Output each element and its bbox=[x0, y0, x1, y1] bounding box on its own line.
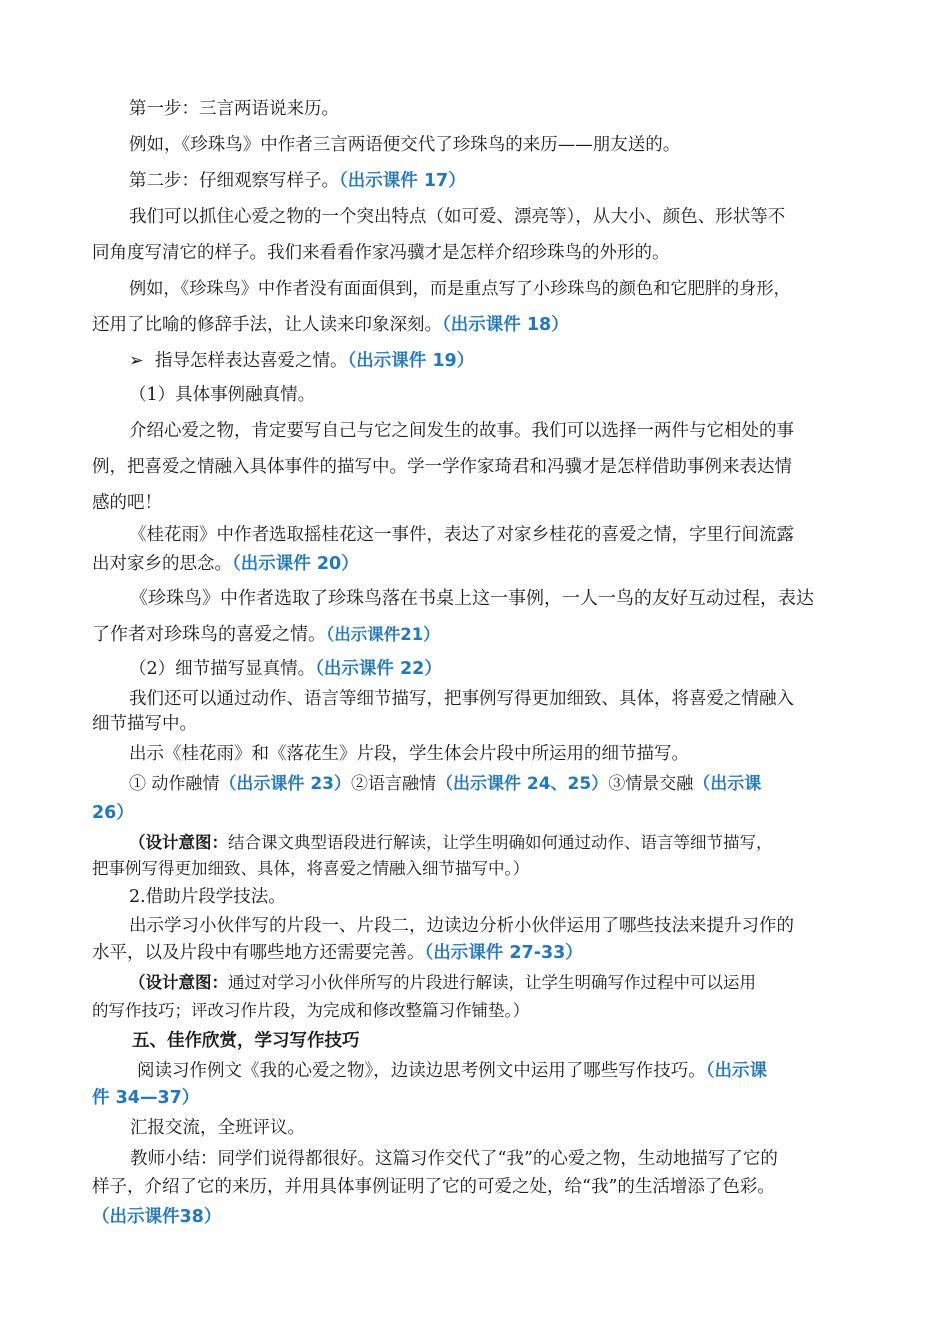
paragraph-line: 例如，《珍珠鸟》中作者三言两语便交代了珍珠鸟的来历——朋友送的。 bbox=[129, 135, 681, 155]
courseware-reference: （出示课件 24、25） bbox=[435, 774, 609, 794]
courseware-reference: 件 34—37） bbox=[92, 1088, 200, 1108]
courseware-reference: （出示课件 27-33） bbox=[424, 943, 583, 963]
paragraph-line: 感的吧！ bbox=[92, 493, 162, 513]
courseware-reference: （出示课 bbox=[705, 1061, 767, 1081]
paragraph-line: 例如，《珍珠鸟》中作者没有面面俱到，而是重点写了小珍珠鸟的颜色和它肥胖的身形， bbox=[129, 279, 791, 299]
section-heading: 五、佳作欣赏，学习写作技巧 bbox=[132, 1031, 360, 1051]
paragraph-line: 《桂花雨》中作者选取摇桂花这一事件，表达了对家乡桂花的喜爱之情，字里行间流露 bbox=[129, 525, 794, 545]
paragraph-line: 第一步：三言两语说来历。 bbox=[129, 99, 339, 119]
design-intent-line: 把事例写得更加细致、具体，将喜爱之情融入细节描写中。） bbox=[92, 859, 530, 878]
design-intent-line: （设计意图：通过对学习小伙伴所写的片段进行解读，让学生明确写作过程中可以运用 bbox=[129, 973, 756, 992]
paragraph-line: 还用了比喻的修辞手法，让人读来印象深刻。（出示课件 18） bbox=[92, 315, 569, 335]
paragraph-line: 水平，以及片段中有哪些地方还需要完善。（出示课件 27-33） bbox=[92, 943, 583, 963]
paragraph-line: 同角度写清它的样子。我们来看看作家冯骥才是怎样介绍珍珠鸟的外形的。 bbox=[92, 243, 670, 263]
design-intent-label: （设计意图： bbox=[129, 973, 228, 992]
paragraph-line: 阅读习作例文《我的心爱之物》，边读边思考例文中运用了哪些写作技巧。（出示课 bbox=[137, 1061, 767, 1081]
courseware-reference: （出示课件38） bbox=[92, 1207, 222, 1227]
arrow-bullet-icon: ➢ bbox=[129, 351, 144, 371]
paragraph-line: （1）具体事例融真情。 bbox=[129, 385, 316, 405]
courseware-reference: （出示课件 22） bbox=[315, 659, 442, 679]
paragraph-line: 了作者对珍珠鸟的喜爱之情。（出示课件21） bbox=[92, 624, 440, 645]
paragraph-line: 2.借助片段学技法。 bbox=[129, 887, 286, 907]
paragraph-line: 我们还可以通过动作、语言等细节描写，把事例写得更加细致、具体，将喜爱之情融入 bbox=[129, 689, 794, 709]
courseware-reference: （出示课件 20） bbox=[232, 554, 359, 574]
paragraph-line: 出示《桂花雨》和《落花生》片段，学生体会片段中所运用的细节描写。 bbox=[129, 744, 689, 764]
bullet-line: ➢ 指导怎样表达喜爱之情。（出示课件 19） bbox=[129, 351, 475, 371]
paragraph-line bbox=[92, 802, 868, 824]
courseware-reference: （出示课 bbox=[693, 774, 762, 794]
paragraph-line: 出对家乡的思念。（出示课件 20） bbox=[92, 554, 359, 574]
design-intent-line: 的写作技巧；评改习作片段，为完成和修改整篇习作铺垫。） bbox=[92, 1001, 530, 1020]
paragraph-line: 教师小结：同学们说得都很好。这篇习作交代了“我”的心爱之物，生动地描写了它的 bbox=[130, 1149, 778, 1169]
courseware-reference: 26） bbox=[92, 803, 134, 823]
paragraph-line bbox=[92, 1206, 868, 1228]
paragraph-line: 细节描写中。 bbox=[92, 714, 197, 734]
design-intent-label: （设计意图： bbox=[129, 833, 228, 852]
courseware-reference: （出示课件 17） bbox=[339, 171, 466, 191]
courseware-reference: （出示课件21） bbox=[326, 625, 440, 644]
paragraph-line: 汇报交流，全班评议。 bbox=[130, 1118, 305, 1138]
paragraph-line: 我们可以抓住心爱之物的一个突出特点（如可爱、漂亮等），从大小、颜色、形状等不 bbox=[129, 207, 786, 227]
courseware-reference: （出示课件 23） bbox=[219, 774, 351, 794]
paragraph-line bbox=[92, 1087, 868, 1109]
paragraph-line: 例，把喜爱之情融入具体事件的描写中。学一学作家琦君和冯骥才是怎样借助事例来表达情 bbox=[92, 457, 792, 477]
paragraph-line: 样子，介绍了它的来历，并用具体事例证明了它的可爱之处，给“我”的生活增添了色彩。 bbox=[92, 1177, 775, 1197]
paragraph-line: 出示学习小伙伴写的片段一、片段二，边读边分析小伙伴运用了哪些技法来提升习作的 bbox=[129, 916, 794, 936]
paragraph-line: 介绍心爱之物，肯定要写自己与它之间发生的故事。我们可以选择一两件与它相处的事 bbox=[129, 421, 794, 441]
paragraph-line: 第二步：仔细观察写样子。（出示课件 17） bbox=[129, 171, 466, 191]
paragraph-line: （2）细节描写显真情。（出示课件 22） bbox=[129, 659, 442, 679]
courseware-reference: （出示课件 19） bbox=[347, 351, 475, 371]
paragraph-line: 《珍珠鸟》中作者选取了珍珠鸟落在书桌上这一事例，一人一鸟的友好互动过程，表达 bbox=[130, 588, 814, 609]
courseware-reference: （出示课件 18） bbox=[442, 315, 569, 335]
paragraph-line: ① 动作融情（出示课件 23）②语言融情（出示课件 24、25）③情景交融（出示课 bbox=[129, 774, 762, 794]
design-intent-line: （设计意图：结合课文典型语段进行解读，让学生明确如何通过动作、语言等细节描写， bbox=[129, 833, 773, 852]
